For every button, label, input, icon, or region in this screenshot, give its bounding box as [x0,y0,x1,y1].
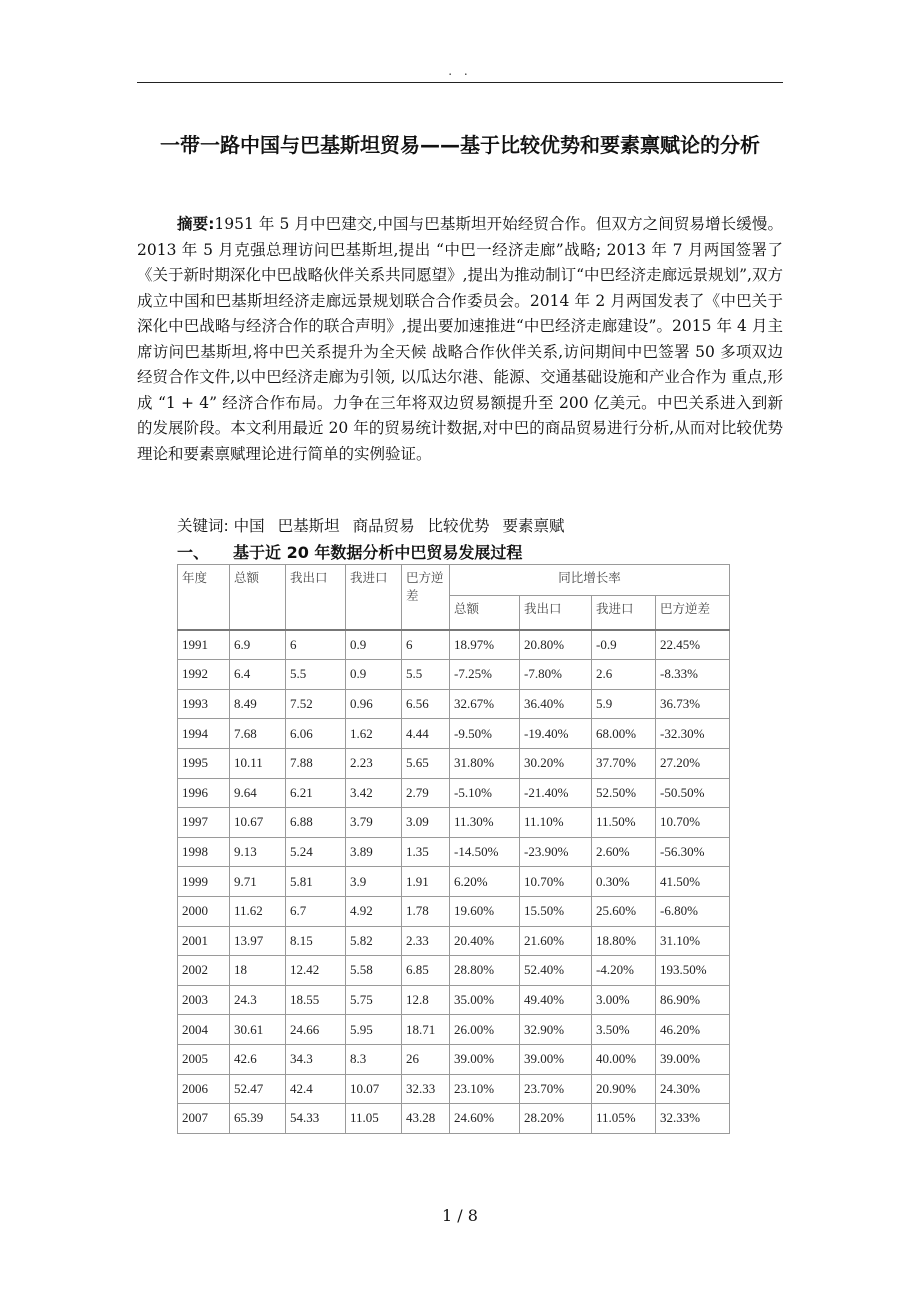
value-cell: 3.00% [592,985,656,1015]
value-cell: 24.60% [450,1104,520,1134]
value-cell: 1.35 [402,837,450,867]
value-cell: 11.62 [230,896,286,926]
sub-header: 我进口 [592,596,656,630]
year-cell: 2003 [178,985,230,1015]
value-cell: 32.67% [450,689,520,719]
table-row [178,719,730,749]
table-row [178,926,730,956]
section-heading [177,540,783,566]
value-cell: 5.24 [286,837,346,867]
value-cell: 8.3 [346,1044,402,1074]
value-cell: 4.44 [402,719,450,749]
value-cell: 6.88 [286,808,346,838]
value-cell: -23.90% [520,837,592,867]
value-cell: 40.00% [592,1044,656,1074]
value-cell: -50.50% [656,778,730,808]
value-cell: 6.06 [286,719,346,749]
value-cell: 8.15 [286,926,346,956]
sub-header: 总额 [450,596,520,630]
value-cell: -0.9 [592,630,656,660]
value-cell: 68.00% [592,719,656,749]
value-cell: 11.10% [520,808,592,838]
year-cell: 2006 [178,1074,230,1104]
table-row [178,660,730,690]
value-cell: 10.67 [230,808,286,838]
value-cell: 15.50% [520,896,592,926]
value-cell: 54.33 [286,1104,346,1134]
year-cell: 2002 [178,956,230,986]
table-row [178,1074,730,1104]
value-cell: 86.90% [656,985,730,1015]
value-cell: 3.89 [346,837,402,867]
keyword: 比较优势 [427,517,490,535]
value-cell: 32.33 [402,1074,450,1104]
value-cell: 43.28 [402,1104,450,1134]
value-cell: 12.8 [402,985,450,1015]
value-cell: 10.70% [656,808,730,838]
value-cell: 1.62 [346,719,402,749]
column-header: 总额 [230,565,286,630]
value-cell: -5.10% [450,778,520,808]
value-cell: 32.33% [656,1104,730,1134]
year-cell: 1996 [178,778,230,808]
value-cell: 52.50% [592,778,656,808]
value-cell: 2.33 [402,926,450,956]
value-cell: 6.85 [402,956,450,986]
value-cell: 7.88 [286,748,346,778]
value-cell: 3.50% [592,1015,656,1045]
value-cell: 6.21 [286,778,346,808]
table-row [178,896,730,926]
value-cell: -7.80% [520,660,592,690]
table-row [178,1104,730,1134]
table-row [178,778,730,808]
document-title: 一带一路中国与巴基斯坦贸易——基于比较优势和要素禀赋论的分析 [160,133,760,157]
value-cell: 18.55 [286,985,346,1015]
year-cell: 1992 [178,660,230,690]
keyword: 商品贸易 [352,517,415,535]
value-cell: 42.4 [286,1074,346,1104]
year-cell: 2004 [178,1015,230,1045]
value-cell: 26 [402,1044,450,1074]
table-row [178,1044,730,1074]
value-cell: 31.80% [450,748,520,778]
header-dots: . . [448,64,472,78]
year-cell: 1999 [178,867,230,897]
value-cell: 39.00% [656,1044,730,1074]
keywords-label: 关键词: [177,517,229,535]
value-cell: 25.60% [592,896,656,926]
value-cell: -19.40% [520,719,592,749]
column-header: 年度 [178,565,230,630]
table-row [178,837,730,867]
value-cell: 5.9 [592,689,656,719]
value-cell: -6.80% [656,896,730,926]
value-cell: 6.20% [450,867,520,897]
trade-table [177,564,730,1134]
header-rule [137,82,783,83]
value-cell: 3.09 [402,808,450,838]
value-cell: -9.50% [450,719,520,749]
value-cell: 2.79 [402,778,450,808]
value-cell: 9.13 [230,837,286,867]
value-cell: 32.90% [520,1015,592,1045]
value-cell: 0.9 [346,630,402,660]
value-cell: 193.50% [656,956,730,986]
value-cell: 30.61 [230,1015,286,1045]
value-cell: 11.05 [346,1104,402,1134]
value-cell: 4.92 [346,896,402,926]
value-cell: 42.6 [230,1044,286,1074]
value-cell: 23.10% [450,1074,520,1104]
year-cell: 2001 [178,926,230,956]
value-cell: 6.56 [402,689,450,719]
value-cell: 3.42 [346,778,402,808]
keyword: 中国 [233,517,265,535]
abstract-text: 1951 年 5 月中巴建交,中国与巴基斯坦开始经贸合作。但双方之间贸易增长缓慢。2013 年 5 月克强总理访问巴基斯坦,提出 “中巴一经济走廊”战略; 2013 年 7 月两国签署了《关于新时期深化中巴战略伙伴关系共同愿望》,提出为推动制订“中巴经济走廊远景规划”,双方成立中国和巴基斯坦经济走廊远景规划联合合作委员会。2014 年 2 月两国发表了《中巴关于深化中巴战略与经济合作的联合声明》,提出要加速推进“中巴经济走廊建设”。2015 年 4 月主席访问巴基斯坦,将中巴关系提升为全天候 战略合作伙伴关系,访问期间中巴签署 50 多项双边经贸合作文件,以中巴经济走廊为引领, 以瓜达尔港、能源、交通基础设施和产业合作为 重点,形成 “1 + 4” 经济合作布局。力争在三年将双边贸易额提升至 200 亿美元。中巴关系进入到新的发展阶段。本文利用最近 20 年的贸易统计数据,对中巴的商品贸易进行分析,从而对比较优势理论和要素禀赋理论进行简单的实例验证。 [137,215,783,463]
value-cell: 11.30% [450,808,520,838]
value-cell: 39.00% [450,1044,520,1074]
value-cell: 2.60% [592,837,656,867]
section-number: 一、 [177,543,210,562]
abstract-label: 摘要: [177,215,215,233]
value-cell: 52.47 [230,1074,286,1104]
value-cell: 18 [230,956,286,986]
keyword: 要素禀赋 [502,517,565,535]
section-title: 基于近 20 年数据分析中巴贸易发展过程 [233,543,523,562]
value-cell: 18.71 [402,1015,450,1045]
value-cell: 7.68 [230,719,286,749]
value-cell: 2.23 [346,748,402,778]
value-cell: -14.50% [450,837,520,867]
sub-header: 巴方逆差 [656,596,730,630]
value-cell: 6 [402,630,450,660]
value-cell: 20.90% [592,1074,656,1104]
value-cell: 6 [286,630,346,660]
value-cell: 5.5 [286,660,346,690]
value-cell: 11.05% [592,1104,656,1134]
value-cell: 24.66 [286,1015,346,1045]
value-cell: 22.45% [656,630,730,660]
column-header: 巴方逆差 [402,565,450,630]
value-cell: 20.40% [450,926,520,956]
value-cell: 3.9 [346,867,402,897]
table-row [178,956,730,986]
group-header: 同比增长率 [450,565,730,596]
value-cell: 6.4 [230,660,286,690]
year-cell: 1993 [178,689,230,719]
value-cell: 5.5 [402,660,450,690]
value-cell: 23.70% [520,1074,592,1104]
value-cell: 3.79 [346,808,402,838]
table-row [178,689,730,719]
value-cell: 10.07 [346,1074,402,1104]
value-cell: 6.7 [286,896,346,926]
year-cell: 1991 [178,630,230,660]
value-cell: 5.95 [346,1015,402,1045]
value-cell: 49.40% [520,985,592,1015]
value-cell: 5.58 [346,956,402,986]
value-cell: 18.80% [592,926,656,956]
value-cell: 6.9 [230,630,286,660]
value-cell: 36.40% [520,689,592,719]
column-header: 我出口 [286,565,346,630]
value-cell: 28.80% [450,956,520,986]
year-cell: 1995 [178,748,230,778]
value-cell: 36.73% [656,689,730,719]
value-cell: 11.50% [592,808,656,838]
value-cell: 41.50% [656,867,730,897]
value-cell: 34.3 [286,1044,346,1074]
value-cell: 1.78 [402,896,450,926]
value-cell: 8.49 [230,689,286,719]
table-row [178,630,730,660]
value-cell: 5.75 [346,985,402,1015]
value-cell: -4.20% [592,956,656,986]
value-cell: 10.11 [230,748,286,778]
value-cell: 9.64 [230,778,286,808]
value-cell: 12.42 [286,956,346,986]
value-cell: 30.20% [520,748,592,778]
table-row [178,985,730,1015]
table-row [178,1015,730,1045]
value-cell: 26.00% [450,1015,520,1045]
value-cell: 35.00% [450,985,520,1015]
table-row [178,748,730,778]
value-cell: 5.65 [402,748,450,778]
keyword: 巴基斯坦 [277,517,340,535]
value-cell: 5.81 [286,867,346,897]
value-cell: -8.33% [656,660,730,690]
value-cell: 0.30% [592,867,656,897]
value-cell: -32.30% [656,719,730,749]
value-cell: -7.25% [450,660,520,690]
year-cell: 2007 [178,1104,230,1134]
value-cell: 19.60% [450,896,520,926]
value-cell: 28.20% [520,1104,592,1134]
value-cell: 0.96 [346,689,402,719]
value-cell: 65.39 [230,1104,286,1134]
value-cell: 21.60% [520,926,592,956]
value-cell: 5.82 [346,926,402,956]
value-cell: 7.52 [286,689,346,719]
value-cell: 39.00% [520,1044,592,1074]
value-cell: 0.9 [346,660,402,690]
value-cell: 46.20% [656,1015,730,1045]
value-cell: 52.40% [520,956,592,986]
value-cell: 24.30% [656,1074,730,1104]
value-cell: 9.71 [230,867,286,897]
value-cell: 1.91 [402,867,450,897]
table-row [178,867,730,897]
value-cell: -21.40% [520,778,592,808]
table-row [178,808,730,838]
page-number: 1 / 8 [442,1206,478,1225]
keywords-line [177,514,783,540]
year-cell: 2005 [178,1044,230,1074]
value-cell: 37.70% [592,748,656,778]
column-header: 我进口 [346,565,402,630]
value-cell: 2.6 [592,660,656,690]
sub-header: 我出口 [520,596,592,630]
abstract-paragraph [137,212,783,467]
value-cell: 10.70% [520,867,592,897]
table-header-row [178,565,730,596]
year-cell: 1998 [178,837,230,867]
value-cell: 20.80% [520,630,592,660]
value-cell: -56.30% [656,837,730,867]
year-cell: 1997 [178,808,230,838]
value-cell: 18.97% [450,630,520,660]
year-cell: 1994 [178,719,230,749]
value-cell: 24.3 [230,985,286,1015]
value-cell: 13.97 [230,926,286,956]
year-cell: 2000 [178,896,230,926]
value-cell: 27.20% [656,748,730,778]
value-cell: 31.10% [656,926,730,956]
